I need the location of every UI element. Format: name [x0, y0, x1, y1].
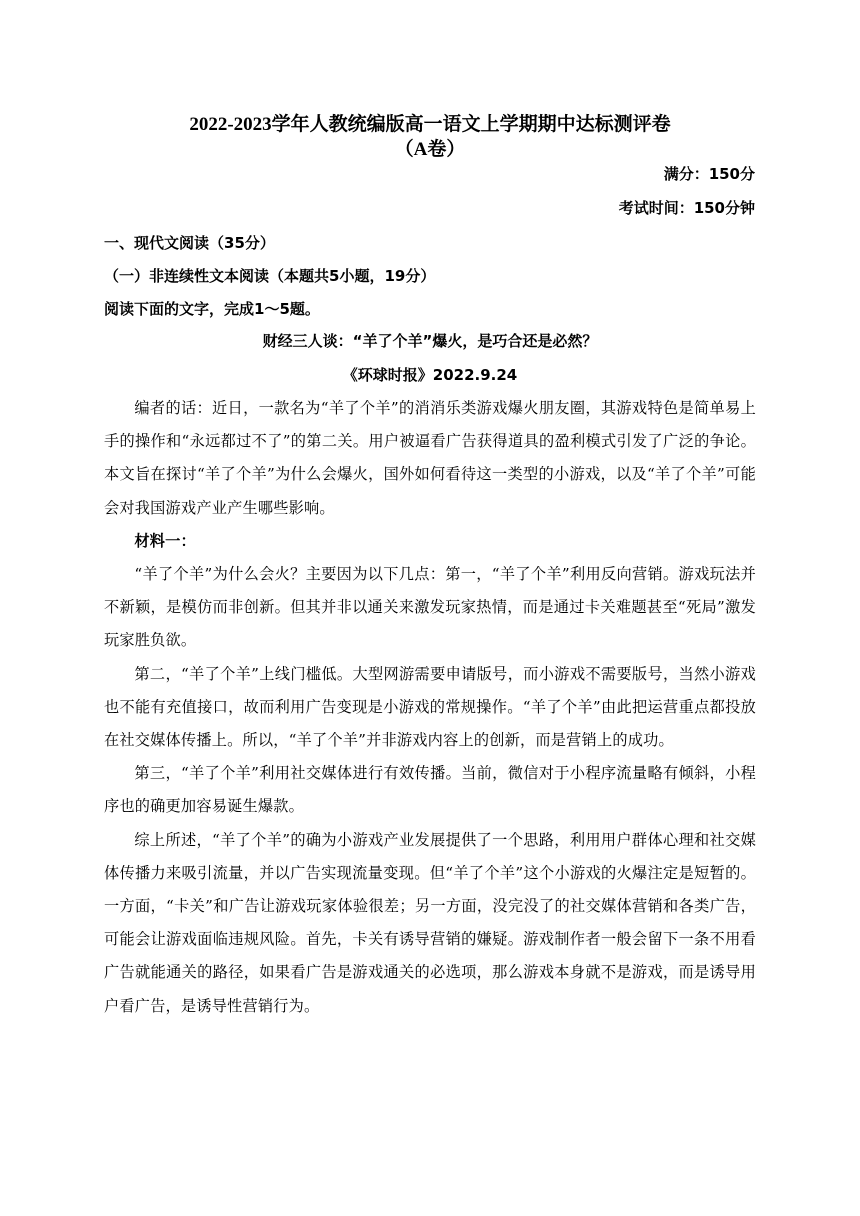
exam-title: 2022-2023学年人教统编版高一语文上学期期中达标测评卷 [189, 114, 671, 135]
article-paragraph: 综上所述，“羊了个羊”的确为小游戏产业发展提供了一个思路，利用用户群体心理和社交媒体传播力来吸引流量，并以广告实现流量变现。但“羊了个羊”这个小游戏的火爆注定是短暂的。一方面，“卡关”和广告让游戏玩家体验很差；另一方面，没完没了的社交媒体营销和各类广告，可能会让游戏面临违规风险。首先，卡关有诱导营销的嫌疑。游戏制作者一般会留下一条不用看广告就能通关的路径，如果看广告是游戏通关的必选项，那么游戏本身就不是游戏，而是诱导用户看广告，是诱导性营销行为。 [104, 830, 756, 1015]
article-body [104, 392, 756, 1023]
article-paragraph: 第二，“羊了个羊”上线门槛低。大型网游需要申请版号，而小游戏不需要版号，当然小游戏也不能有充值接口，故而利用广告变现是小游戏的常规操作。“羊了个羊”由此把运营重点都投放在社交媒体传播上。所以，“羊了个羊”并非游戏内容上的创新，而是营销上的成功。 [104, 664, 756, 750]
exam-title-volume: （A卷） [394, 139, 466, 160]
article-paragraph: 第三，“羊了个羊”利用社交媒体进行有效传播。当前，微信对于小程序流量略有倾斜，小程序也的确更加容易诞生爆款。 [104, 764, 756, 816]
editor-note: 编者的话：近日，一款名为“羊了个羊”的消消乐类游戏爆火朋友圈，其游戏特色是简单易上手的操作和“永远都过不了”的第二关。用户被逼看广告获得道具的盈利模式引发了广泛的争论。本文旨在探讨“羊了个羊”为什么会爆火，国外如何看待这一类型的小游戏，以及“羊了个羊”可能会对我国游戏产业产生哪些影响。 [104, 399, 756, 517]
article-source: 《环球时报》2022.9.24 [342, 366, 518, 384]
exam-time: 考试时间：150分钟 [618, 199, 755, 217]
reading-instruction: 阅读下面的文字，完成1～5题。 [104, 300, 320, 318]
material-label: 材料一： [134, 531, 196, 550]
article-paragraph: “羊了个羊”为什么会火？主要因为以下几点：第一，“羊了个羊”利用反向营销。游戏玩法并不新颖，是模仿而非创新。但其并非以通关来激发玩家热情，而是通过卡关难题甚至“死局”激发玩家胜负欲。 [104, 565, 756, 650]
section-heading: 一、现代文阅读（35分） [104, 234, 275, 252]
full-score: 满分：150分 [663, 165, 755, 183]
section-subheading: （一）非连续性文本阅读（本题共5小题，19分） [104, 267, 436, 285]
article-title: 财经三人谈：“羊了个羊”爆火，是巧合还是必然？ [262, 332, 598, 350]
